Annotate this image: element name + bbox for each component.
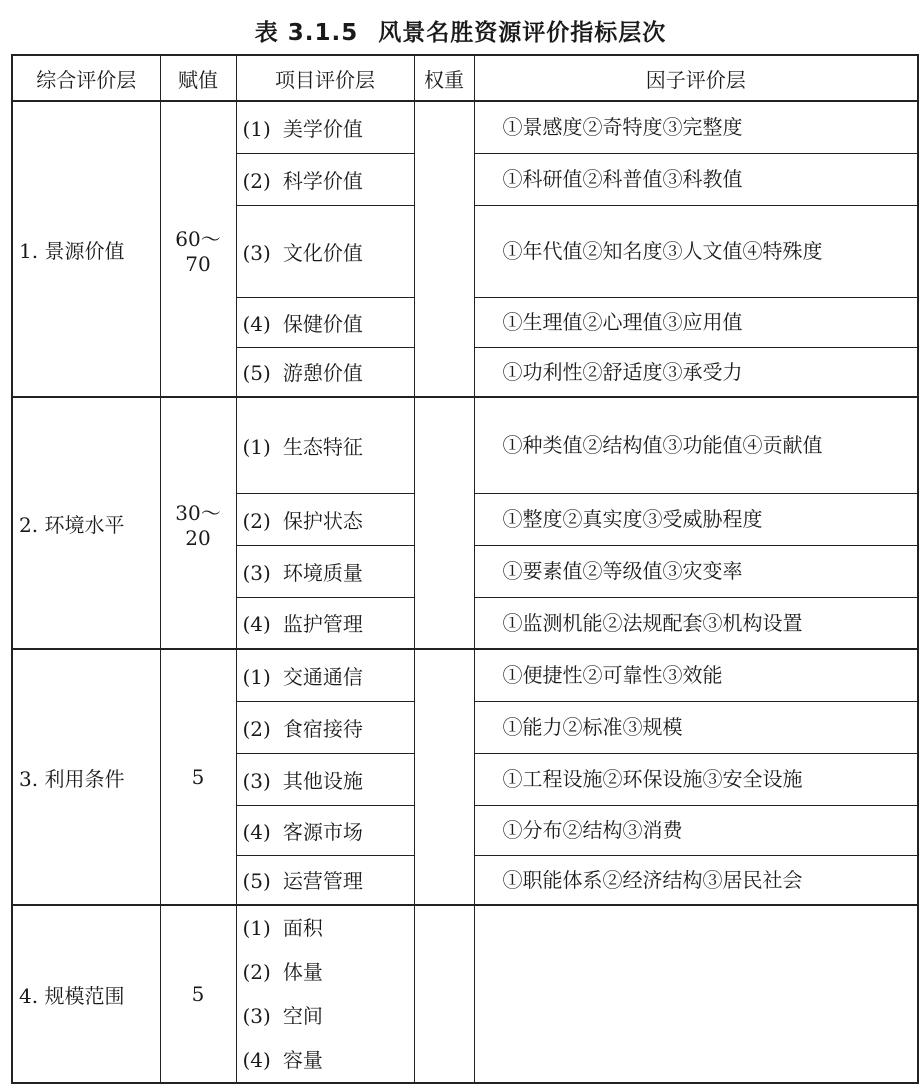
factor-text: ①整度②真实度③受威胁程度 [502, 507, 763, 531]
value-cell: 30～20 [160, 397, 236, 649]
composite-cell: 2. 环境水平 [12, 397, 160, 649]
factor-cell [474, 153, 918, 205]
factor-cell [474, 597, 918, 649]
factor-cell [474, 297, 918, 347]
item-cell [236, 753, 414, 805]
factor-cell [474, 805, 918, 855]
factor-cell [474, 347, 918, 397]
item-label: 美学价值 [282, 116, 363, 141]
header-factor-layer: 因子评价层 [474, 55, 918, 101]
item-index: (2) [242, 960, 271, 984]
item-cell [236, 545, 414, 597]
item-index: (4) [242, 311, 271, 336]
item-index: (4) [242, 612, 271, 637]
composite-cell: 1. 景源价值 [12, 101, 160, 397]
item-index: (2) [242, 508, 271, 533]
item-label: 生态特征 [282, 434, 363, 459]
value-cell: 60～70 [160, 101, 236, 397]
table-number: 表 3.1.5 [254, 20, 359, 46]
item-index: (3) [242, 240, 271, 265]
factor-cell [474, 855, 918, 905]
item-label: 科学价值 [282, 168, 363, 193]
item-cell [236, 805, 414, 855]
factor-text: ①种类值②结构值③功能值④贡献值 [502, 433, 823, 458]
item-cell [236, 153, 414, 205]
factor-text: ①年代值②知名度③人文值④特殊度 [502, 239, 823, 263]
value-cell: 5 [160, 905, 236, 1083]
item-cell [236, 347, 414, 397]
item-cell [236, 397, 414, 493]
item-index: (4) [242, 819, 271, 844]
weight-cell [414, 397, 474, 649]
item-cell [236, 905, 414, 1083]
item-label: 面积 [282, 916, 323, 940]
list-item [243, 950, 408, 994]
evaluation-table [11, 54, 919, 1084]
factor-cell [474, 545, 918, 597]
item-label: 其他设施 [282, 768, 363, 793]
item-index: (1) [242, 434, 271, 459]
factor-cell [474, 753, 918, 805]
item-index: (5) [242, 361, 271, 386]
item-label: 游憩价值 [282, 361, 363, 386]
item-label: 体量 [282, 960, 323, 984]
item-label: 环境质量 [282, 560, 363, 585]
item-index: (4) [242, 1048, 271, 1072]
table-row [12, 649, 918, 701]
item-index: (1) [242, 116, 271, 141]
item-index: (1) [242, 664, 271, 689]
item-index: (1) [242, 916, 271, 940]
table-caption [0, 14, 921, 47]
item-cell [236, 297, 414, 347]
factor-text: ①工程设施②环保设施③安全设施 [502, 767, 803, 791]
item-index: (2) [242, 168, 271, 193]
composite-cell: 3. 利用条件 [12, 649, 160, 905]
item-index: (3) [242, 560, 271, 585]
factor-text: ①功利性②舒适度③承受力 [502, 359, 743, 384]
weight-cell [414, 101, 474, 397]
factor-text: ①便捷性②可靠性③效能 [502, 663, 723, 688]
list-item [243, 1038, 408, 1082]
factor-text: ①科研值②科普值③科教值 [502, 167, 743, 191]
table-row [12, 397, 918, 493]
item-cell [236, 701, 414, 753]
item-label: 空间 [282, 1004, 323, 1028]
item-label: 文化价值 [282, 240, 363, 265]
factor-text: ①监测机能②法规配套③机构设置 [502, 610, 803, 635]
item-index: (3) [242, 1004, 271, 1028]
item-label: 食宿接待 [282, 716, 363, 741]
factor-text: ①职能体系②经济结构③居民社会 [502, 867, 803, 892]
factor-cell [474, 701, 918, 753]
item-label: 保护状态 [282, 508, 363, 533]
header-value: 赋值 [160, 55, 236, 101]
item-cell [236, 597, 414, 649]
item-label: 容量 [282, 1048, 323, 1072]
table-row [12, 905, 918, 1083]
header-composite-layer: 综合评价层 [12, 55, 160, 101]
list-item [243, 994, 408, 1038]
table-title: 风景名胜资源评价指标层次 [378, 20, 667, 46]
item-cell [236, 205, 414, 297]
item-cell [236, 101, 414, 153]
factor-cell [474, 205, 918, 297]
factor-cell [474, 397, 918, 493]
item-label: 监护管理 [282, 612, 363, 637]
list-item [243, 906, 408, 950]
factor-cell [474, 905, 918, 1083]
weight-cell [414, 905, 474, 1083]
header-item-layer: 项目评价层 [236, 55, 414, 101]
item-cell [236, 493, 414, 545]
item-index: (5) [242, 869, 271, 894]
factor-text: ①要素值②等级值③灾变率 [502, 559, 743, 583]
item-label: 客源市场 [282, 819, 363, 844]
factor-cell [474, 649, 918, 701]
header-row [12, 55, 918, 101]
factor-text: ①能力②标准③规模 [502, 715, 683, 739]
composite-cell: 4. 规模范围 [12, 905, 160, 1083]
table-row [12, 101, 918, 153]
item-cell [236, 855, 414, 905]
item-label: 运营管理 [282, 869, 363, 894]
item-index: (2) [242, 716, 271, 741]
factor-cell [474, 101, 918, 153]
item-list [243, 906, 408, 1082]
item-label: 交通通信 [282, 664, 363, 689]
item-index: (3) [242, 768, 271, 793]
value-cell: 5 [160, 649, 236, 905]
item-label: 保健价值 [282, 311, 363, 336]
factor-text: ①景感度②奇特度③完整度 [502, 115, 743, 140]
weight-cell [414, 649, 474, 905]
factor-text: ①分布②结构③消费 [502, 818, 683, 842]
factor-text: ①生理值②心理值③应用值 [502, 310, 743, 334]
header-weight: 权重 [414, 55, 474, 101]
item-cell [236, 649, 414, 701]
factor-cell [474, 493, 918, 545]
